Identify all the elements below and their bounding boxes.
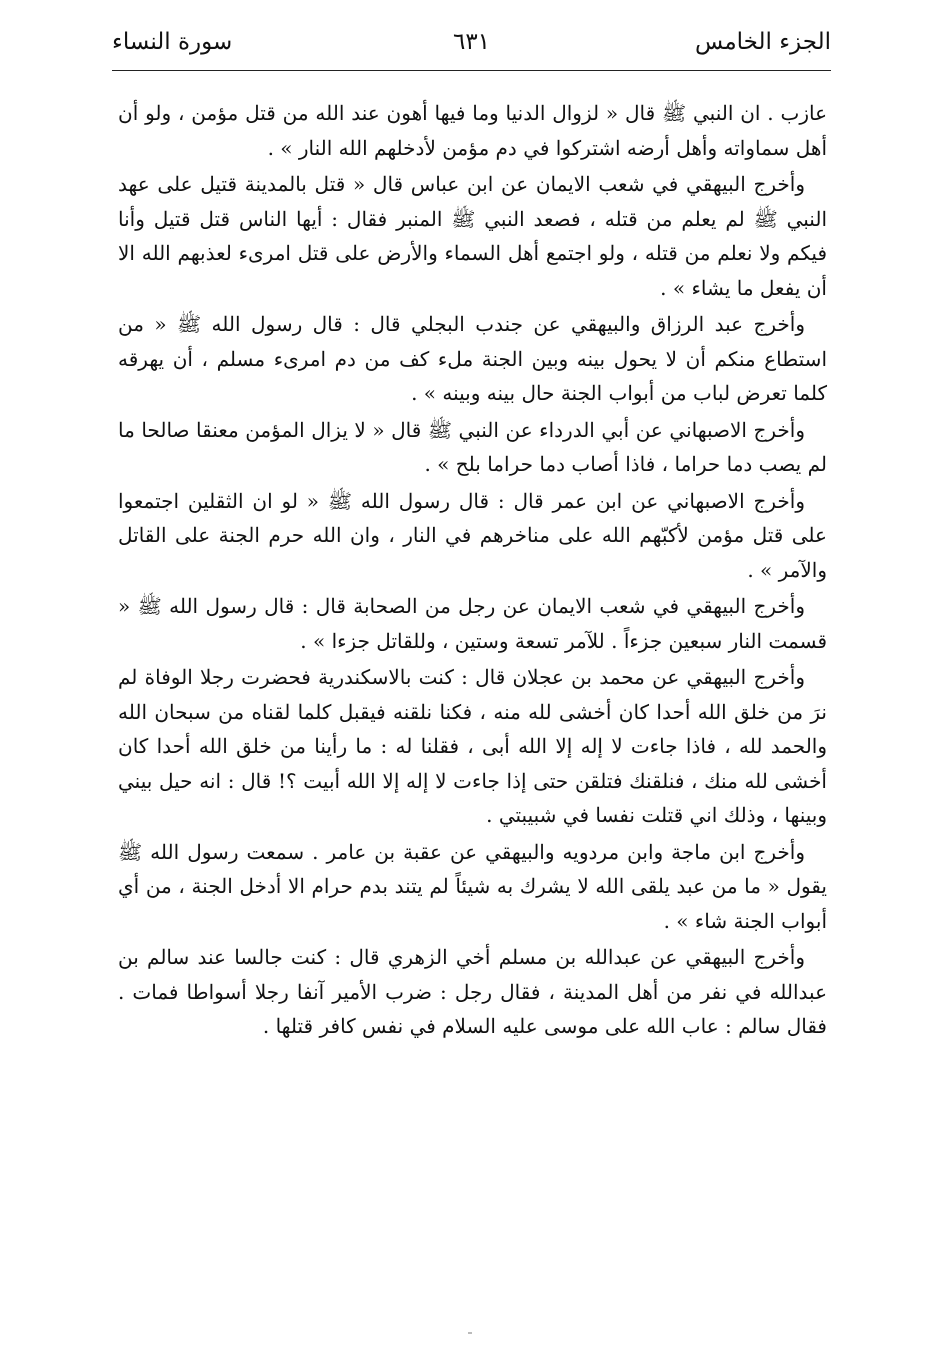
paragraph: وأخرج ابن ماجة وابن مردويه والبيهقي عن عقبة بن عامر . سمعت رسول الله ﷺ يقول « ما من عبد يلقى الله لا يشرك به شيئاً لم يتند بدم حرام الا أدخل الجنة ، من أي أبواب الجنة شاء » . xyxy=(118,839,827,933)
page-header xyxy=(112,24,831,70)
page-number: ٦٣١ xyxy=(452,29,491,55)
paragraph: وأخرج البيهقي عن عبدالله بن مسلم أخي الزهري قال : كنت جالسا عند سالم بن عبدالله في نفر من أهل المدينة ، فقال رجل : ضرب الأمير آنفا رجلا أسواطا فمات . فقال سالم : عاب الله على موسى عليه السلام في نفس كافر قتلها . xyxy=(118,945,827,1038)
running-head-part: الجزء الخامس xyxy=(695,29,831,55)
paragraph: وأخرج عبد الرزاق والبيهقي عن جندب البجلي قال : قال رسول الله ﷺ « من استطاع منكم أن لا يحول بينه وبين الجنة ملء كف من دم امرىء مسلم ، أن يهرقه كلما تعرض لباب من أبواب الجنة حال بينه وبينه » . xyxy=(118,312,827,405)
running-head-surah: سورة النساء xyxy=(112,29,233,55)
body-text xyxy=(118,96,827,1046)
header-rule xyxy=(112,70,831,71)
footer-mark xyxy=(468,1332,472,1334)
paragraph: وأخرج الاصبهاني عن ابن عمر قال : قال رسول الله ﷺ « لو ان الثقلين اجتمعوا على قتل مؤمن لأكبّهم الله على مناخرهم في النار ، وان الله حرم الجنة على القاتل والآمر » . xyxy=(118,488,827,582)
paragraph: عازب . ان النبي ﷺ قال « لزوال الدنيا وما فيها أهون عند الله من قتل مؤمن ، ولو أن أهل سماواته وأهل أرضه اشتركوا في دم مؤمن لأدخلهم الله النار » . xyxy=(118,101,828,160)
paragraph: وأخرج البيهقي عن محمد بن عجلان قال : كنت بالاسكندرية فحضرت رجلا الوفاة لم نرَ من خلق الله أحدا كان أخشى لله منه ، فكنا نلقنه فيقبل كلما لقناه من سبحان الله والحمد لله ، فاذا جاءت لا إله إلا الله أبى ، فقلنا له : ما رأينا من خلق الله أحدا كان أخشى لله منك ، فنلقنك فتلقن حتى إذا جاءت لا إله إلا الله أبيت ؟! قال : انه حيل بيني وبينها ، وذلك اني قتلت نفسا في شبيبتي . xyxy=(118,665,827,827)
paragraph: وأخرج الاصبهاني عن أبي الدرداء عن النبي ﷺ قال « لا يزال المؤمن معنقا صالحا ما لم يصب دما حراما ، فاذا أصاب دما حراما بلح » . xyxy=(118,417,827,476)
paragraph: وأخرج البيهقي في شعب الايمان عن ابن عباس قال « قتل بالمدينة قتيل على عهد النبي ﷺ لم يعلم من قتله ، فصعد النبي ﷺ المنبر فقال : أيها الناس قتل قتيل وأنا فيكم ولا نعلم من قتله ، ولو اجتمع أهل السماء والأرض على قتل امرىء لعذبهم الله الا أن يفعل ما يشاء » . xyxy=(118,172,827,300)
paragraph: وأخرج البيهقي في شعب الايمان عن رجل من الصحابة قال : قال رسول الله ﷺ « قسمت النار سبعين جزءاً . للآمر تسعة وستين ، وللقاتل جزءا » . xyxy=(118,594,827,653)
